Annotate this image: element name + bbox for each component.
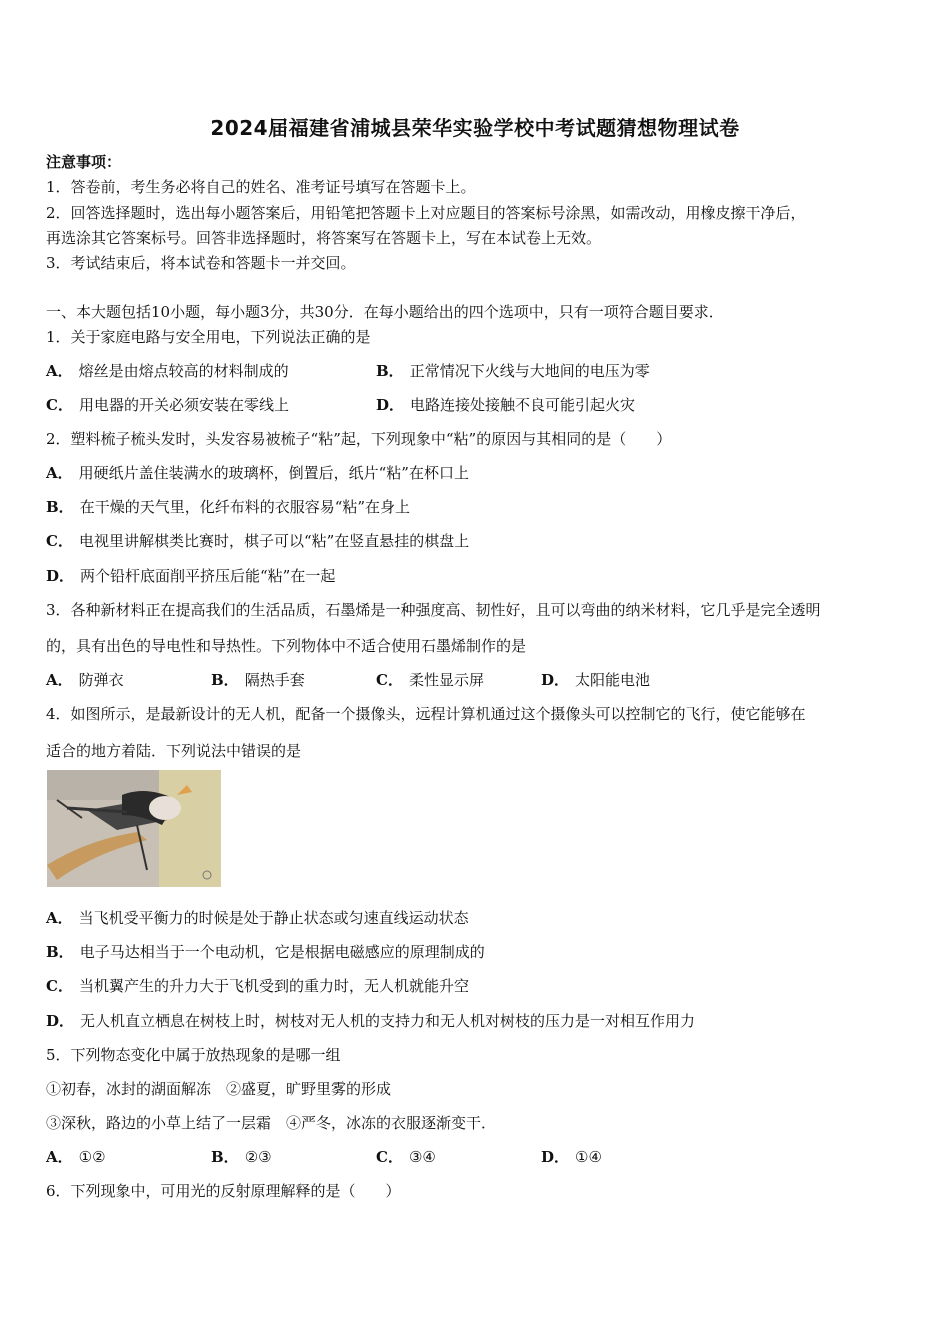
q2-option-b: B． 在干燥的天气里，化纤布料的衣服容易“粘”在身上 <box>46 498 411 516</box>
note-item-3: 3．考试结束后，将本试卷和答题卡一并交回。 <box>46 254 356 272</box>
page-title: 2024届福建省浦城县荣华实验学校中考试题猜想物理试卷 <box>210 116 740 140</box>
q1-option-a: A． 熔丝是由熔点较高的材料制成的 <box>46 362 289 380</box>
q3-stem-line1: 3．各种新材料正在提高我们的生活品质，石墨烯是一种强度高、韧性好，且可以弯曲的纳米材料，它几乎是完全透明 <box>46 601 821 619</box>
drone-photo <box>47 770 221 887</box>
drone-illustration <box>47 770 221 887</box>
q2-option-a: A． 用硬纸片盖住装满水的玻璃杯，倒置后，纸片“粘”在杯口上 <box>46 464 469 482</box>
q5-items-line1: ①初春，冰封的湖面解冻 ②盛夏，旷野里雾的形成 <box>46 1080 392 1098</box>
q4-option-b: B． 电子马达相当于一个电动机，它是根据电磁感应的原理制成的 <box>46 943 485 961</box>
q4-stem-line1: 4．如图所示，是最新设计的无人机，配备一个摄像头，远程计算机通过这个摄像头可以控制它的飞行，使它能够在 <box>46 705 806 723</box>
note-item-2: 2．回答选择题时，选出每小题答案后，用铅笔把答题卡上对应题目的答案标号涂黑，如需改动，用橡皮擦干净后， <box>46 204 806 222</box>
q1-option-d: D． 电路连接处接触不良可能引起火灾 <box>376 396 636 414</box>
q5-items-line2: ③深秋，路边的小草上结了一层霜 ④严冬，冰冻的衣服逐渐变干． <box>46 1114 497 1132</box>
note-item-2-cont: 再选涂其它答案标号。回答非选择题时，将答案写在答题卡上，写在本试卷上无效。 <box>46 229 602 247</box>
q4-option-d: D． 无人机直立栖息在树枝上时，树枝对无人机的支持力和无人机对树枝的压力是一对相互作用力 <box>46 1012 696 1030</box>
q3-option-b: B． 隔热手套 <box>211 671 305 689</box>
q1-option-c: C． 用电器的开关必须安装在零线上 <box>46 396 289 414</box>
q3-stem-line2: 的，具有出色的导电性和导热性。下列物体中不适合使用石墨烯制作的是 <box>46 637 527 655</box>
q5-option-b: B． ②③ <box>211 1148 272 1166</box>
notes-heading: 注意事项： <box>46 153 122 171</box>
q5-option-c: C． ③④ <box>376 1148 436 1166</box>
section-instructions: 一、本大题包括10小题，每小题3分，共30分．在每小题给出的四个选项中，只有一项符合题目要求． <box>46 303 724 321</box>
q3-option-a: A． 防弹衣 <box>46 671 124 689</box>
q3-option-d: D． 太阳能电池 <box>541 671 651 689</box>
note-item-1: 1．答卷前，考生务必将自己的姓名、准考证号填写在答题卡上。 <box>46 178 476 196</box>
q2-option-c: C． 电视里讲解棋类比赛时，棋子可以“粘”在竖直悬挂的棋盘上 <box>46 532 470 550</box>
q4-option-c: C． 当机翼产生的升力大于飞机受到的重力时，无人机就能升空 <box>46 977 469 995</box>
q4-stem-line2: 适合的地方着陆．下列说法中错误的是 <box>46 742 302 760</box>
q4-option-a: A． 当飞机受平衡力的时候是处于静止状态或匀速直线运动状态 <box>46 909 469 927</box>
q3-option-c: C． 柔性显示屏 <box>376 671 484 689</box>
q5-option-a: A． ①② <box>46 1148 106 1166</box>
q5-option-d: D． ①④ <box>541 1148 602 1166</box>
q6-stem: 6．下列现象中，可用光的反射原理解释的是（ ） <box>46 1182 401 1200</box>
q1-stem: 1．关于家庭电路与安全用电，下列说法正确的是 <box>46 328 371 346</box>
q2-option-d: D． 两个铅杆底面削平挤压后能“粘”在一起 <box>46 567 336 585</box>
q1-option-b: B． 正常情况下火线与大地间的电压为零 <box>376 362 650 380</box>
q2-stem: 2．塑料梳子梳头发时，头发容易被梳子“粘”起，下列现象中“粘”的原因与其相同的是（ ） <box>46 430 672 448</box>
q5-stem: 5．下列物态变化中属于放热现象的是哪一组 <box>46 1046 341 1064</box>
